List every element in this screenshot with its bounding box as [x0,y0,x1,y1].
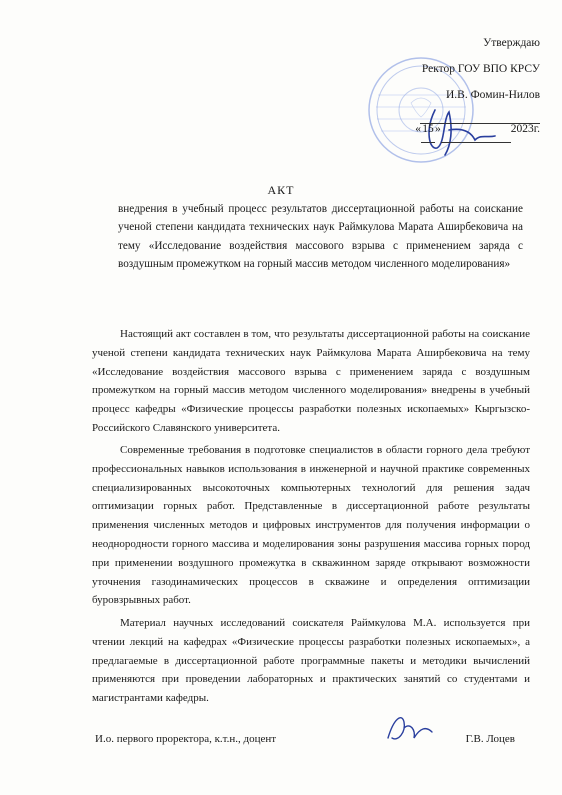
document-title: АКТ [267,183,295,197]
signature-line [360,108,540,116]
signatory-role: И.о. первого проректора, к.т.н., доцент [95,733,277,745]
document-subject: внедрения в учебный процесс результатов диссертационной работы на соискание ученой степени кандидата технических наук Раймкулова Марата Аширбековича на тему «Исследование воздействия массового взрыва с применением заряда с воздушным промежутком на горный массив методом численного моделирования» [118,203,523,271]
approver-name: И.В. Фомин-Нилов [445,89,540,101]
date-year: 2023г. [510,123,540,135]
body-paragraph-1 [92,325,530,438]
signatory-name: Г.В. Лоцев [465,733,515,745]
prorector-signature [380,708,440,748]
approval-date [360,116,540,143]
date-close-quote: » [434,123,441,135]
paragraph-text: Материал научных исследований соискателя Раймкулова М.А. используется при чтении лекций на кафедрах «Физические процессы разработки полезных ископаемых», а предлагаемые в диссертационной работе программные пакеты и методики вычислений применяются при проведении лабораторных и практических занятий со студентами и магистрантами кафедры. [92,617,530,705]
signatory-block [95,733,515,753]
date-day: 15 [421,116,435,143]
approve-word: Утверждаю [483,37,540,49]
date-open-quote: « [415,123,421,135]
date-month-blank [441,116,511,143]
paragraph-text: Настоящий акт составлен в том, что результаты диссертационной работы на соискание ученой степени кандидата технических наук Раймкулова Марата Аширбековича на тему «Исследование воздействия массового взрыва с применением заряда с воздушным промежутком на горный массив методом численного моделирования» внедрены в учебный процесс кафедры «Физические процессы разработки полезных ископаемых» Кыргызско-Российского Славянского университета. [92,328,530,434]
body-paragraph-3 [92,614,530,708]
approver-position: Ректор ГОУ ВПО КРСУ [421,63,540,75]
paragraph-text: Современные требования в подготовке специалистов в области горного дела требуют профессиональных навыков использования в инженерной и научной практике современных специализированных высокоточных компьютерных технологий для решения задач оптимизации горных работ. Представленные в диссертационной работе результаты применения численных методов и цифровых инструментов для получения информации о неоднородности горного массива и моделирования зоны разрушения массива горных пород при применении воздушного промежутка в скважинном заряде открывают возможности уточнения газодинамических процессов в скважине и определения оптимизации буровзрывных работ. [92,444,530,607]
approval-block [360,30,540,143]
body-paragraph-2 [92,441,530,610]
